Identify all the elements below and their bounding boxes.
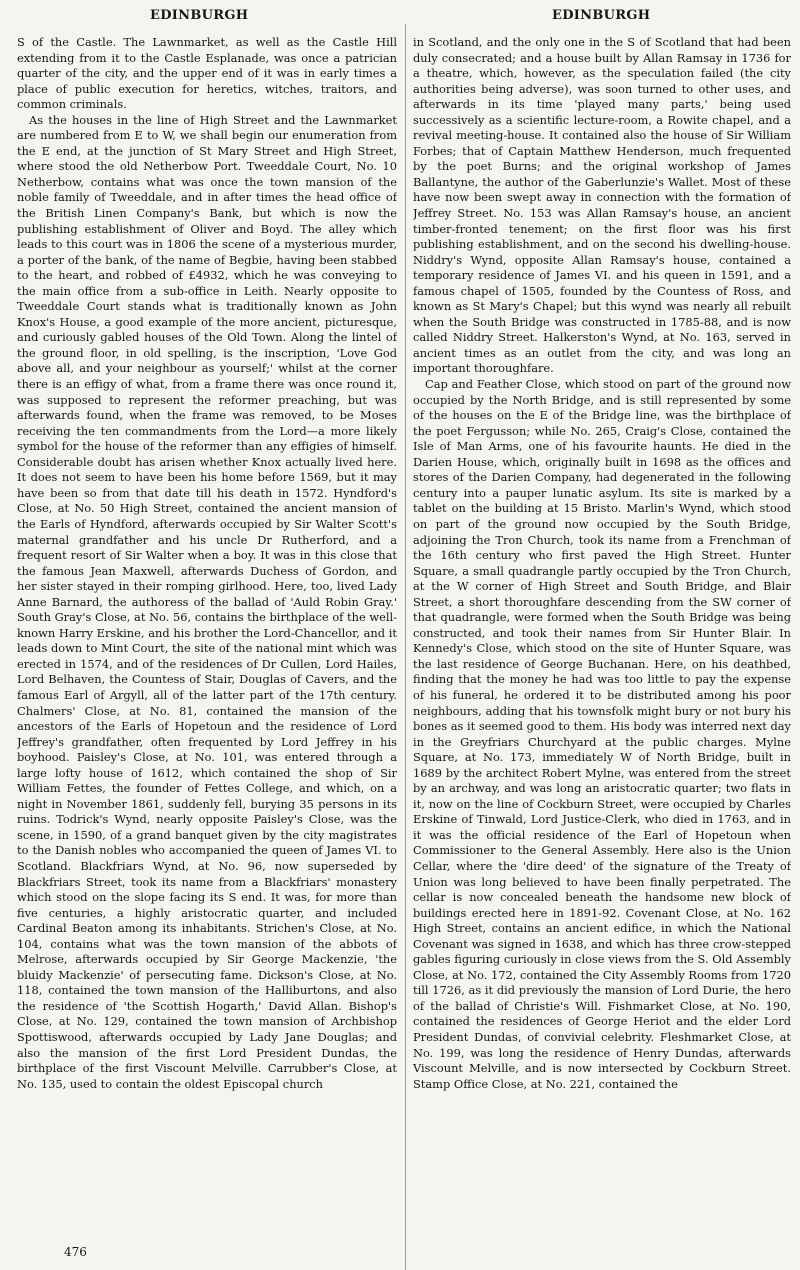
right-column — [413, 35, 791, 1257]
running-head-left: EDINBURGH — [150, 8, 249, 23]
page-number: 476 — [64, 1245, 87, 1259]
column-divider — [405, 24, 406, 1270]
paragraph: As the houses in the line of High Street and the Lawnmarket are numbered from E to W, we shall begin our enumeration from the E end, at the junction of St Mary Street and High Street, where stood the old Netherbow Port. Tweeddale Court, No. 10 Netherbow, contains what was once the town mansion of the noble family of Tweeddale, and in after times the head office of the British Linen Company's Bank, but which is now the publishing establishment of Oliver and Boyd. The alley which leads to this court was in 1806 the scene of a mysterious murder, a porter of the bank, of the name of Begbie, having been stabbed to the heart, and robbed of £4932, which he was conveying to the main office from a sub-office in Leith. Nearly opposite to Tweeddale Court stands what is traditionally known as John Knox's House, a good example of the more ancient, picturesque, and curiously gabled houses of the Old Town. Along the lintel of the ground floor, in old spelling, is the inscription, 'Love God above all, and your neighbour as yourself;' whilst at the corner there is an effigy of what, from a frame there was once round it, was supposed to represent the reformer preaching, but was afterwards found, when the frame was removed, to be Moses receiving the ten commandments from the Lord—a more likely symbol for the house of the reformer than any effigies of himself. Considerable doubt has arisen whether Knox actually lived here. It does not seem to have been his home before 1569, but it may have been so from that date till his death in 1572. Hyndford's Close, at No. 50 High Street, contained the ancient mansion of the Earls of Hyndford, afterwards occupied by Sir Walter Scott's maternal grandfather and his uncle Dr Rutherford, and a frequent resort of Sir Walter when a boy. It was in this close that the famous Jean Maxwell, afterwards Duchess of Gordon, and her sister stayed in their romping girlhood. Here, too, lived Lady Anne Barnard, the authoress of the ballad of 'Auld Robin Gray.' South Gray's Close, at No. 56, contains the birthplace of the well-known Harry Erskine, and his brother the Lord-Chancellor, and it leads down to Mint Court, the site of the national mint which was erected in 1574, and of the residences of Dr Cullen, Lord Hailes, Lord Belhaven, the Countess of Stair, Douglas of Cavers, and the famous Earl of Argyll, all of the latter part of the 17th century. Chalmers' Close, at No. 81, contained the mansion of the ancestors of the Earls of Hopetoun and the residence of Lord Jeffrey's grandfather, often frequented by Lord Jeffrey in his boyhood. Paisley's Close, at No. 101, was entered through a large lofty house of 1612, which contained the shop of Sir William Fettes, the founder of Fettes College, and which, on a night in November 1861, suddenly fell, burying 35 persons in its ruins. Todrick's Wynd, nearly opposite Paisley's Close, was the scene, in 1590, of a grand banquet given by the city magistrates to the Danish nobles who accompanied the queen of James VI. to Scotland. Blackfriars Wynd, at No. 96, now superseded by Blackfriars Street, took its name from a Blackfriars' monastery which stood on the slope facing its S end. It was, for more than five centuries, a highly aristocratic quarter, and included Cardinal Beaton among its inhabitants. Strichen's Close, at No. 104, contains what was the town mansion of the abbots of Melrose, afterwards occupied by Sir George Mackenzie, 'the bluidy Mackenzie' of persecuting fame. Dickson's Close, at No. 118, contained the town mansion of the Halliburtons, and also the residence of 'the Scottish Hogarth,' David Allan. Bishop's Close, at No. 129, contained the town mansion of Archbishop Spottiswood, afterwards occupied by Lady Jane Douglas; and also the mansion of the first Lord President Dundas, the birthplace of the first Viscount Melville. Carrubber's Close, at No. 135, used to contain the oldest Episcopal church — [17, 112, 397, 1091]
paragraph: S of the Castle. The Lawnmarket, as well as the Castle Hill extending from it to the Castle Esplanade, was once a patrician quarter of the city, and the upper end of it was in early times a place of public execution for heretics, witches, traitors, and common criminals. — [17, 35, 397, 112]
left-column — [17, 35, 397, 1257]
paragraph: in Scotland, and the only one in the S of Scotland that had been duly consecrated; and a house built by Allan Ramsay in 1736 for a theatre, which, however, as the speculation failed (the city authorities being adverse), was soon turned to other uses, and afterwards in its time 'played many parts,' being used successively as a scientific lecture-room, a Rowite chapel, and a revival meeting-house. It contained also the house of Sir William Forbes; that of Captain Matthew Henderson, much frequented by the poet Burns; and the original workshop of James Ballantyne, the author of the Gaberlunzie's Wallet. Most of these have now been swept away in connection with the formation of Jeffrey Street. No. 153 was Allan Ramsay's house, an ancient timber-fronted tenement; on the first floor was his first publishing establishment, and on the second his dwelling-house. Niddry's Wynd, opposite Allan Ramsay's house, contained a temporary residence of James VI. and his queen in 1591, and a famous chapel of 1505, founded by the Countess of Ross, and known as St Mary's Chapel; but this wynd was nearly all rebuilt when the South Bridge was constructed in 1785-88, and is now called Niddry Street. Halkerston's Wynd, at No. 163, served in ancient times as an outlet from the city, and was long an important thoroughfare. — [413, 35, 791, 376]
paragraph: Cap and Feather Close, which stood on part of the ground now occupied by the North Bridge, and is still represented by some of the houses on the E of the Bridge line, was the birthplace of the poet Fergusson; while No. 265, Craig's Close, contained the Isle of Man Arms, one of his favourite haunts. He died in the Darien House, which, originally built in 1698 as the offices and stores of the Darien Company, had degenerated in the following century into a pauper lunatic asylum. Its site is marked by a tablet on the building at 15 Bristo. Marlin's Wynd, which stood on part of the ground now occupied by the South Bridge, adjoining the Tron Church, took its name from a Frenchman of the 16th century who first paved the High Street. Hunter Square, a small quadrangle partly occupied by the Tron Church, at the W corner of High Street and South Bridge, and Blair Street, a short thoroughfare descending from the SW corner of that quadrangle, were formed when the South Bridge was being constructed, and took their names from Sir Hunter Blair. In Kennedy's Close, which stood on the site of Hunter Square, was the last residence of George Buchanan. Here, on his deathbed, finding that the money he had was too little to pay the expense of his funeral, he ordered it to be distributed among his poor neighbours, adding that his townsfolk might bury or not bury his bones as it seemed good to them. His body was interred next day in the Greyfriars Churchyard at the public charges. Mylne Square, at No. 173, immediately W of North Bridge, built in 1689 by the architect Robert Mylne, was entered from the street by an archway, and was long an aristocratic quarter; two flats in it, now on the line of Cockburn Street, were occupied by Charles Erskine of Tinwald, Lord Justice-Clerk, who died in 1763, and in it was the official residence of the Earl of Hopetoun when Commissioner to the General Assembly. Here also is the Union Cellar, where the 'dire deed' of the signature of the Treaty of Union was long believed to have been finally perpetrated. The cellar is now concealed beneath the handsome new block of buildings erected here in 1891-92. Covenant Close, at No. 162 High Street, contains an ancient edifice, in which the National Covenant was signed in 1638, and which has three crow-stepped gables figuring curiously in close views from the S. Old Assembly Close, at No. 172, contained the City Assembly Rooms from 1720 till 1726, as it did previously the mansion of Lord Durie, the hero of the ballad of Christie's Will. Fishmarket Close, at No. 190, contained the residences of George Heriot and the elder Lord President Dundas, of convivial celebrity. Fleshmarket Close, at No. 199, was long the residence of Henry Dundas, afterwards Viscount Melville, and is now intersected by Cockburn Street. Stamp Office Close, at No. 221, contained the — [413, 377, 791, 1091]
running-head-right: EDINBURGH — [552, 8, 651, 23]
